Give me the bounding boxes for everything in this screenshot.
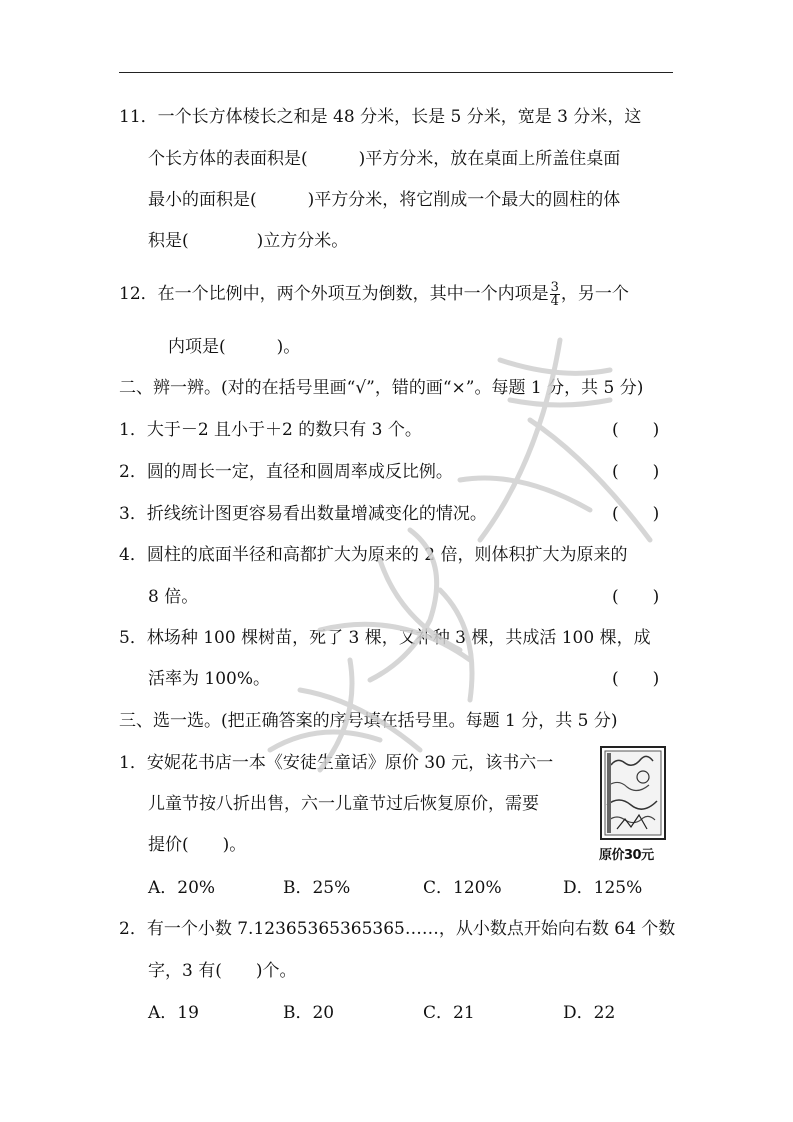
sec2-item-4-cont: 8 倍。 — [148, 587, 199, 607]
fraction-denominator: 4 — [550, 294, 559, 309]
book-price-caption: 原价30元 — [599, 848, 654, 863]
q12-text-a: 12．在一个比例中，两个外项互为倒数，其中一个内项是 — [119, 284, 549, 304]
section-3-title: 三、选一选。(把正确答案的序号填在括号里。每题 1 分，共 5 分) — [119, 711, 618, 731]
sec3-q2-line-2: 字，3 有( )个。 — [148, 961, 297, 981]
option-c[interactable]: C．120% — [423, 878, 502, 898]
sec3-q1-line-3: 提价( )。 — [148, 835, 247, 855]
q11-line-2: 个长方体的表面积是( )平方分米，放在桌面上所盖住桌面 — [148, 149, 621, 169]
section-2-title: 二、辨一辨。(对的在括号里画“√”，错的画“×”。每题 1 分，共 5 分) — [119, 378, 644, 398]
answer-paren-5[interactable]: ( ) — [612, 669, 660, 689]
sec2-item-5-cont: 活率为 100%。 — [148, 669, 271, 689]
fraction-numerator: 3 — [550, 280, 559, 295]
sec3-q1-line-1: 1．安妮花书店一本《安徒生童话》原价 30 元，该书六一 — [119, 753, 554, 773]
book-cover-image — [597, 745, 669, 863]
sec2-item-4: 4．圆柱的底面半径和高都扩大为原来的 2 倍，则体积扩大为原来的 — [119, 545, 628, 565]
q2-option-d[interactable]: D．22 — [563, 1003, 616, 1023]
sec3-q1-line-2: 儿童节按八折出售，六一儿童节过后恢复原价，需要 — [148, 794, 539, 814]
q2-option-b[interactable]: B．20 — [283, 1003, 335, 1023]
option-b[interactable]: B．25% — [283, 878, 351, 898]
sec3-q2-line-1: 2．有一个小数 7.12365365365365……，从小数点开始向右数 64 个数 — [119, 919, 676, 939]
q12-line-2: 内项是( )。 — [168, 337, 301, 357]
book-illustration — [597, 745, 669, 845]
answer-paren-1[interactable]: ( ) — [612, 420, 660, 440]
sec2-item-5: 5．林场种 100 棵树苗，死了 3 棵，又补种 3 棵，共成活 100 棵，成 — [119, 628, 651, 648]
answer-paren-4[interactable]: ( ) — [612, 587, 660, 607]
header-rule — [119, 72, 673, 73]
sec2-item-1: 1．大于－2 且小于＋2 的数只有 3 个。 — [119, 420, 422, 440]
option-a[interactable]: A．20% — [148, 878, 216, 898]
q11-line-1: 11．一个长方体棱长之和是 48 分米，长是 5 分米，宽是 3 分米，这 — [119, 107, 642, 127]
sec2-item-3: 3．折线统计图更容易看出数量增减变化的情况。 — [119, 504, 487, 524]
fraction-three-quarters — [550, 281, 560, 308]
q12-line-1 — [119, 281, 629, 308]
answer-paren-3[interactable]: ( ) — [612, 504, 660, 524]
q11-line-3: 最小的面积是( )平方分米，将它削成一个最大的圆柱的体 — [148, 190, 621, 210]
q2-option-a[interactable]: A．19 — [148, 1003, 199, 1023]
q12-text-b: ，另一个 — [560, 284, 629, 304]
option-d[interactable]: D．125% — [563, 878, 643, 898]
sec2-item-2: 2．圆的周长一定，直径和圆周率成反比例。 — [119, 462, 453, 482]
q11-line-4: 积是( )立方分米。 — [148, 231, 349, 251]
q2-option-c[interactable]: C．21 — [423, 1003, 475, 1023]
answer-paren-2[interactable]: ( ) — [612, 462, 660, 482]
